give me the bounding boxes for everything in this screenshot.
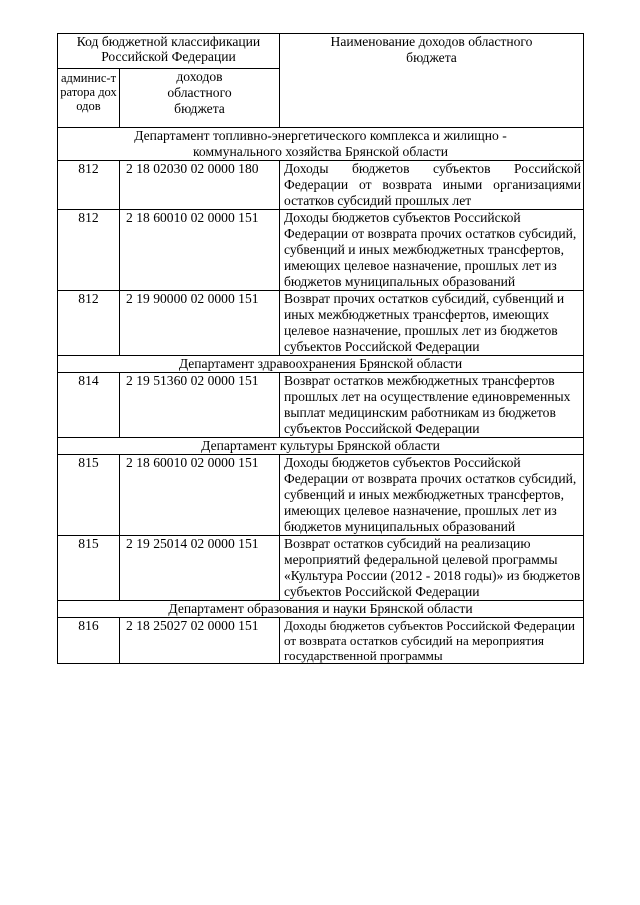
- income-code-cell: 2 19 25014 02 0000 151: [120, 536, 280, 601]
- income-code-cell: 2 18 60010 02 0000 151: [120, 210, 280, 291]
- table-row: [58, 455, 584, 536]
- department-title: Департамент здравоохранения Брянской области: [58, 356, 584, 373]
- income-code-cell: 2 18 25027 02 0000 151: [120, 618, 280, 664]
- admin-code-cell: 816: [58, 618, 120, 664]
- admin-column-header: админис-тратора доходов: [58, 69, 120, 128]
- table-row: [58, 161, 584, 210]
- header-row-top: [58, 34, 584, 69]
- income-column-label: доходов областного бюджета: [167, 69, 232, 116]
- department-row: [58, 438, 584, 455]
- income-name-cell: Доходы бюджетов субъектов Российской Федерации от возврата прочих остатков субсидий, субвенций и иных межбюджетных трансфертов, имеющих целевое назначение, прошлых лет из бюджетов муниципальных образований: [280, 210, 584, 291]
- admin-code-cell: 812: [58, 161, 120, 210]
- budget-classification-table: [57, 33, 584, 664]
- admin-code-cell: 815: [58, 536, 120, 601]
- table-row: [58, 618, 584, 664]
- code-group-header: Код бюджетной классификации Российской Федерации: [58, 34, 280, 69]
- income-code-cell: 2 18 60010 02 0000 151: [120, 455, 280, 536]
- income-name-cell: Доходы бюджетов субъектов Российской Федерации от возврата иными организациями остатков субсидий прошлых лет: [280, 161, 584, 210]
- table-row: [58, 536, 584, 601]
- income-code-cell: 2 19 51360 02 0000 151: [120, 373, 280, 438]
- admin-code-cell: 812: [58, 210, 120, 291]
- income-code-cell: 2 18 02030 02 0000 180: [120, 161, 280, 210]
- income-name-cell: Возврат остатков межбюджетных трансфертов прошлых лет на осуществление единовременных выплат медицинским работникам из бюджетов субъектов Российской Федерации: [280, 373, 584, 438]
- income-column-header: [120, 69, 280, 128]
- income-name-cell: Доходы бюджетов субъектов Российской Федерации от возврата остатков субсидий на мероприятия государственной программы: [280, 618, 584, 664]
- department-row: [58, 601, 584, 618]
- income-name-cell: Доходы бюджетов субъектов Российской Федерации от возврата прочих остатков субсидий, субвенций и иных межбюджетных трансфертов, имеющих целевое назначение, прошлых лет из бюджетов муниципальных образований: [280, 455, 584, 536]
- income-name-cell: Возврат остатков субсидий на реализацию мероприятий федеральной целевой программы «Культура России (2012 - 2018 годы)» из бюджетов субъектов Российской Федерации: [280, 536, 584, 601]
- admin-code-cell: 812: [58, 291, 120, 356]
- name-column-header: [280, 34, 584, 128]
- admin-code-cell: 815: [58, 455, 120, 536]
- name-column-label: Наименование доходов областного бюджета: [330, 34, 533, 65]
- admin-code-cell: 814: [58, 373, 120, 438]
- income-name-cell: Возврат прочих остатков субсидий, субвенций и иных межбюджетных трансфертов, имеющих целевое назначение, прошлых лет из бюджетов субъектов Российской Федерации: [280, 291, 584, 356]
- department-title-text: Департамент топливно-энергетического комплекса и жилищно - коммунального хозяйства Брянской области: [134, 128, 507, 159]
- table-row: [58, 291, 584, 356]
- department-row: [58, 128, 584, 161]
- table-row: [58, 210, 584, 291]
- table-row: [58, 373, 584, 438]
- income-code-cell: 2 19 90000 02 0000 151: [120, 291, 280, 356]
- department-title: Департамент культуры Брянской области: [58, 438, 584, 455]
- department-title: Департамент образования и науки Брянской области: [58, 601, 584, 618]
- department-title: [58, 128, 584, 161]
- department-row: [58, 356, 584, 373]
